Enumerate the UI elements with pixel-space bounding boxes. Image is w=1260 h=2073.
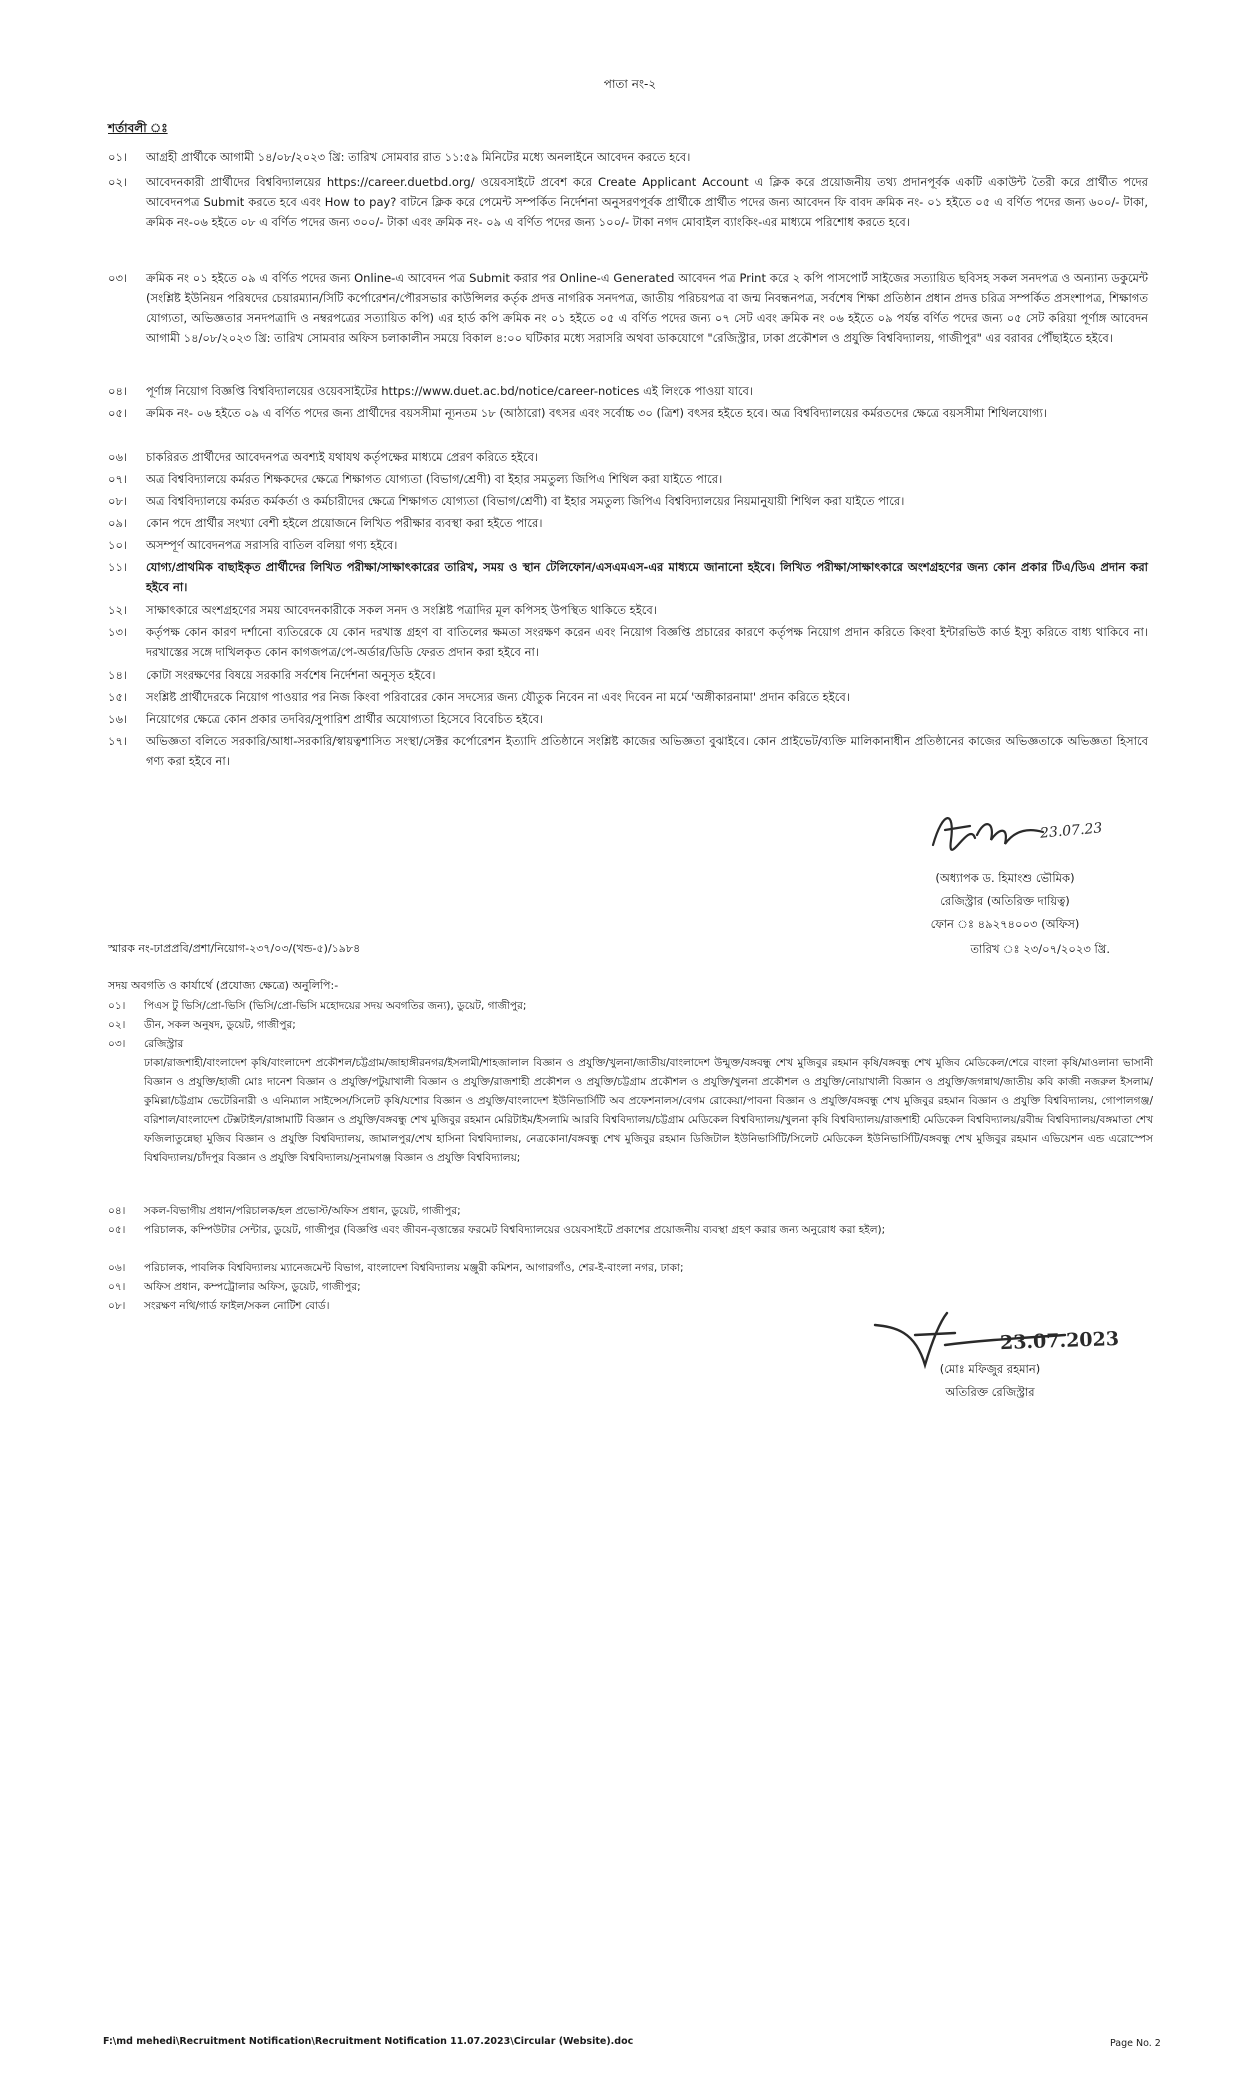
condition-text: যোগ্য/প্রাথমিক বাছাইকৃত প্রার্থীদের লিখিত পরীক্ষা/সাক্ষাৎকারের তারিখ, সময় ও স্থান টেলিফোন/এসএমএস-এর মাধ্যমে জানানো হইবে। লিখিত পরীক্ষা/সাক্ষাৎকারে অংশগ্রহণের জন্য কোন প্রকার টিএ/ডিএ প্রদান করা হইবে না। [146,560,1148,594]
cc-text: পরিচালক, কম্পিউটার সেন্টার, ডুয়েট, গাজীপুর (বিজ্ঞপ্তি এবং জীবন-বৃত্তান্তের ফরমেট বিশ্ববিদ্যালয়ের ওয়েবসাইটে প্রকাশের প্রয়োজনীয় ব্যবস্থা গ্রহণ করার জন্য অনুরোধ করা হইল); [144,1224,886,1236]
cc-item [108,1016,1153,1035]
cc-text: পিএস টু ভিসি/প্রো-ভিসি (ভিসি/প্রো-ভিসি মহোদয়ের সদয় অবগতির জন্য), ডুয়েট, গাজীপুর; [144,1000,527,1012]
conditions-heading: শর্তাবলী ঃ [108,121,168,135]
additional-registrar-handwritten-date: 23.07.2023 [999,1327,1120,1355]
cc-item [108,1278,1153,1297]
condition-item [108,622,1148,662]
cc-number: ০৮। [108,1300,126,1312]
cc-number: ০৩। [108,1038,126,1050]
file-path-footer: F:\md mehedi\Recruitment Notification\Recruitment Notification 11.07.2023\Circular (Website).doc [103,2036,634,2047]
condition-text: কোটা সংরক্ষণের বিষয়ে সরকারি সর্বশেষ নির্দেশনা অনুসৃত হইবে। [146,668,436,682]
cc-number: ০৪। [108,1205,126,1217]
additional-registrar-block [905,1358,1075,1404]
condition-item [108,731,1148,771]
cc-text: ডীন, সকল অনুষদ, ডুয়েট, গাজীপুর; [144,1019,296,1031]
condition-item [108,687,1148,707]
cc-item [108,1221,1153,1240]
registrar-handwritten-date: 23.07.23 [1039,820,1103,842]
cc-text: পরিচালক, পাবলিক বিশ্ববিদ্যালয় ম্যানেজমেন্ট বিভাগ, বাংলাদেশ বিশ্ববিদ্যালয় মঞ্জুরী কমিশন, আগারগাঁও, শের-ই-বাংলা নগর, ঢাকা; [144,1262,684,1274]
cc-item [108,1054,1153,1168]
condition-item [108,447,1148,467]
registrar-name: (অধ্যাপক ড. হিমাংশু ভৌমিক) [935,871,1075,885]
cc-heading: সদয় অবগতি ও কার্যার্থে (প্রযোজ্য ক্ষেত্রে) অনুলিপি:- [108,979,339,992]
condition-item [108,381,1148,401]
condition-number: ১৩। [108,625,128,639]
page-number-label: পাতা নং-২ [603,77,657,91]
condition-item [108,600,1148,620]
condition-number: ০৪। [108,384,128,398]
cc-text: রেজিস্ট্রার [144,1038,184,1050]
condition-number: ১৫। [108,690,128,704]
condition-number: ১৭। [108,734,128,748]
condition-number: ১২। [108,603,128,617]
condition-number: ০৫। [108,406,128,420]
condition-item [108,665,1148,685]
condition-item [108,268,1148,348]
cc-number: ০১। [108,1000,126,1012]
cc-text: সকল-বিভাগীয় প্রধান/পরিচালক/হল প্রভোস্ট/অফিস প্রধান, ডুয়েট, গাজীপুর; [144,1205,461,1217]
cc-item [108,1259,1153,1278]
registrar-designation: রেজিস্ট্রার (অতিরিক্ত দায়িত্ব) [940,894,1070,908]
condition-text: ক্রমিক নং- ০৬ হইতে ০৯ এ বর্ণিত পদের জন্য প্রার্থীদের বয়সসীমা ন্যূনতম ১৮ (আঠারো) বৎসর এবং সর্বোচ্চ ৩০ (ত্রিশ) বৎসর হইতে হবে। অত্র বিশ্ববিদ্যালয়ের কর্মরতদের ক্ষেত্রে বয়সসীমা শিথিলযোগ্য। [146,406,1047,420]
condition-number: ০৯। [108,516,128,530]
condition-text: পূর্ণাঙ্গ নিয়োগ বিজ্ঞপ্তি বিশ্ববিদ্যালয়ের ওয়েবসাইটের https://www.duet.ac.bd/notice/career-notices এই লিংকে পাওয়া যাবে। [146,384,754,398]
condition-number: ০৬। [108,450,128,464]
condition-text: ক্রমিক নং ০১ হইতে ০৯ এ বর্ণিত পদের জন্য Online-এ আবেদন পত্র Submit করার পর Online-এ Generated আবেদন পত্র Print করে ২ কপি পাসপোর্ট সাইজের সত্যায়িত ছবিসহ সকল সনদপত্র ও অন্যান্য ডকুমেন্ট (সংশ্লিষ্ট ইউনিয়ন পরিষদের চেয়ারম্যান/সিটি কর্পোরেশন/পৌরসভার কাউন্সিলর কর্তৃক প্রদত্ত নাগরিক সনদপত্র, জাতীয় পরিচয়পত্র বা জন্ম নিবন্ধনপত্র, সর্বশেষ শিক্ষা প্রতিষ্ঠান প্রধান প্রদত্ত চরিত্র সম্পর্কিত প্রসংশাপত্র, শিক্ষাগত যোগ্যতা, অভিজ্ঞতার সনদপত্রাদি ও নম্বরপত্রের সত্যায়িত কপি) এর হার্ড কপি ক্রমিক নং ০১ হইতে ০৫ এ বর্ণিত পদের জন্য ০৭ সেট এবং ক্রমিক নং ০৬ হইতে ০৯ পর্যন্ত বর্ণিত পদের জন্য ০৫ সেট করিয়া পূর্ণাঙ্গ আবেদন আগামী ১৪/০৮/২০২৩ খ্রি: তারিখ সোমবার অফিস চলাকালীন সময়ে বিকাল ৪:০০ ঘটিকার মধ্যে সরাসরি অথবা ডাকযোগে "রেজিস্ট্রার, ঢাকা প্রকৌশল ও প্রযুক্তি বিশ্ববিদ্যালয়, গাজীপুর" এর বরাবর পৌঁছাইতে হইবে। [146,271,1148,345]
condition-number: ১০। [108,538,128,552]
condition-text: আগ্রহী প্রার্থীকে আগামী ১৪/০৮/২০২৩ খ্রি: তারিখ সোমবার রাত ১১:৫৯ মিনিটের মধ্যে অনলাইনে আবেদন করতে হবে। [146,150,691,164]
condition-number: ০১। [108,150,128,164]
condition-text: অত্র বিশ্ববিদ্যালয়ে কর্মরত শিক্ষকদের ক্ষেত্রে শিক্ষাগত যোগ্যতা (বিভাগ/শ্রেণী) বা ইহার সমতুল্য জিপিএ শিথিল করা যাইতে পারে। [146,472,723,486]
condition-item [108,557,1148,597]
cc-text: অফিস প্রধান, কম্পট্রোলার অফিস, ডুয়েট, গাজীপুর; [144,1281,361,1293]
condition-number: ০৭। [108,472,128,486]
page-number-footer: Page No. 2 [1110,2038,1161,2049]
condition-text: কোন পদে প্রার্থীর সংখ্যা বেশী হইলে প্রয়োজনে লিখিত পরীক্ষার ব্যবস্থা করা হইতে পারে। [146,516,543,530]
condition-item [108,403,1148,423]
registrar-phone: ফোন ঃ ৪৯২৭৪০০৩ (অফিস) [930,917,1080,931]
additional-registrar-designation: অতিরিক্ত রেজিস্ট্রার [945,1385,1035,1399]
condition-text: সাক্ষাৎকারে অংশগ্রহণের সময় আবেদনকারীকে সকল সনদ ও সংশ্লিষ্ট পত্রাদির মূল কপিসহ উপস্থিত থাকিতে হইবে। [146,603,657,617]
cc-text: সংরক্ষণ নথি/গার্ড ফাইল/সকল নোটিশ বোর্ড। [144,1300,330,1312]
condition-text: অভিজ্ঞতা বলিতে সরকারি/আধা-সরকারি/স্বায়ত্বশাসিত সংস্থা/সেক্টর কর্পোরেশন ইত্যাদি প্রতিষ্ঠানে সংশ্লিষ্ট কাজের অভিজ্ঞতা বুঝাইবে। কোন প্রাইভেট/ব্যক্তি মালিকানাধীন প্রতিষ্ঠানের কাজের অভিজ্ঞতাকে অভিজ্ঞতা হিসাবে গণ্য করা হইবে না। [146,734,1148,768]
condition-text: অত্র বিশ্ববিদ্যালয়ে কর্মরত কর্মকর্তা ও কর্মচারীদের ক্ষেত্রে শিক্ষাগত যোগ্যতা (বিভাগ/শ্রেণী) বা ইহার সমতুল্য জিপিএ বিশ্ববিদ্যালয়ের নিয়মানুযায়ী শিথিল করা যাইতে পারে। [146,494,905,508]
condition-text: অসম্পূর্ণ আবেদনপত্র সরাসরি বাতিল বলিয়া গণ্য হইবে। [146,538,398,552]
condition-text: কর্তৃপক্ষ কোন কারণ দর্শানো ব্যতিরেকে যে কোন দরখাস্ত গ্রহণ বা বাতিলের ক্ষমতা সংরক্ষণ করেন এবং নিয়োগ বিজ্ঞপ্তি প্রচারের কারণে কর্তৃপক্ষ নিয়োগ প্রদান করিতে কিংবা ইন্টারভিউ কার্ড ইস্যু করিতে বাধ্য থাকিবে না। দরখাস্তের সঙ্গে দাখিলকৃত কোন কাগজপত্র/পে-অর্ডার/ডিডি ফেরত প্রদান করা হইবে না। [146,625,1148,659]
condition-item [108,513,1148,533]
cc-text: ঢাকা/রাজশাহী/বাংলাদেশ কৃষি/বাংলাদেশ প্রকৌশল/চট্টগ্রাম/জাহাঙ্গীরনগর/ইসলামী/শাহজালাল বিজ্ঞান ও প্রযুক্তি/খুলনা/জাতীয়/বাংলাদেশ উন্মুক্ত/বঙ্গবন্ধু শেখ মুজিবুর রহমান কৃষি/বঙ্গবন্ধু শেখ মুজিব মেডিকেল/শেরে বাংলা কৃষি/মাওলানা ভাসানী বিজ্ঞান ও প্রযুক্তি/হাজী মোঃ দানেশ বিজ্ঞান ও প্রযুক্তি/পটুয়াখালী বিজ্ঞান ও প্রযুক্তি/রাজশাহী প্রকৌশল ও প্রযুক্তি/চট্টগ্রাম প্রকৌশল ও প্রযুক্তি/খুলনা প্রকৌশল ও প্রযুক্তি/নোয়াখালী বিজ্ঞান ও প্রযুক্তি/জগন্নাথ/জাতীয় কবি কাজী নজরুল ইসলাম/কুমিল্লা/চট্টগ্রাম ভেটেরিনারী ও এনিম্যাল সাইন্সেস/সিলেট কৃষি/যশোর বিজ্ঞান ও প্রযুক্তি/বাংলাদেশ ইউনিভার্সিটি অব প্রফেশনালস/বেগম রোকেয়া/পাবনা বিজ্ঞান ও প্রযুক্তি/বঙ্গবন্ধু শেখ মুজিবুর রহমান বিজ্ঞান ও প্রযুক্তি বিশ্ববিদ্যালয়, গোপালগঞ্জ/বরিশাল/বাংলাদেশ টেক্সটাইল/রাঙ্গামাটি বিজ্ঞান ও প্রযুক্তি/বঙ্গবন্ধু শেখ মুজিবুর রহমান মেরিটাইম/ইসলামি আরবি বিশ্ববিদ্যালয়/চট্টগ্রাম মেডিকেল বিশ্ববিদ্যালয়/খুলনা কৃষি বিশ্ববিদ্যালয়/রাজশাহী মেডিকেল বিশ্ববিদ্যালয়/রবীন্দ্র বিশ্ববিদ্যালয়/বঙ্গমাতা শেখ ফজিলাতুন্নেছা মুজিব বিজ্ঞান ও প্রযুক্তি বিশ্ববিদ্যালয়, জামালপুর/শেখ হাসিনা বিশ্ববিদ্যালয়, নেত্রকোনা/বঙ্গবন্ধু শেখ মুজিবুর রহমান ডিজিটাল ইউনিভার্সিটি/সিলেট মেডিকেল ইউনিভার্সিটি/বঙ্গবন্ধু শেখ মুজিবুর রহমান এভিয়েশন এন্ড এরোস্পেস বিশ্ববিদ্যালয়/চাঁদপুর বিজ্ঞান ও প্রযুক্তি বিশ্ববিদ্যালয়/সুনামগঞ্জ বিজ্ঞান ও প্রযুক্তি বিশ্ববিদ্যালয়; [144,1057,1153,1164]
condition-number: ১৬। [108,712,128,726]
memo-number: স্মারক নং-ঢাপ্রপ্রবি/প্রশা/নিয়োগ-২৩৭/০৩/(খন্ড-৫)/১৯৮৪ [108,942,361,955]
condition-text: সংশ্লিষ্ট প্রার্থীদেরকে নিয়োগ পাওয়ার পর নিজ কিংবা পরিবারের কোন সদস্যের জন্য যৌতুক নিবেন না এবং দিবেন না মর্মে 'অঙ্গীকারনামা' প্রদান করিতে হইবে। [146,690,850,704]
condition-item [108,535,1148,555]
registrar-block [890,867,1120,936]
condition-number: ১১। [108,560,128,574]
condition-item [108,469,1148,489]
cc-item [108,997,1153,1016]
condition-item [108,491,1148,511]
condition-text: আবেদনকারী প্রার্থীদের বিশ্ববিদ্যালয়ের https://career.duetbd.org/ ওয়েবসাইটে প্রবেশ করে Create Applicant Account এ ক্লিক করে প্রয়োজনীয় তথ্য প্রদানপূর্বক একটি একাউন্ট তৈরী করে প্রার্থীত পদের আবেদনপত্র Submit করতে হবে এবং How to pay? বাটনে ক্লিক করে পেমেন্ট সম্পর্কিত নির্দেশনা অনুসরণপূর্বক প্রার্থীকে প্রার্থীত পদের জন্য আবেদন ফি বাবদ ক্রমিক নং- ০১ হইতে ০৫ এ বর্ণিত পদের জন্য ৬০০/- টাকা, ক্রমিক নং-০৬ হইতে ০৮ এ বর্ণিত পদের জন্য ৩০০/- টাকা এবং ক্রমিক নং- ০৯ এ বর্ণিত পদের জন্য ১০০/- টাকা নগদ মোবাইল ব্যাংকিং-এর মাধ্যমে পরিশোধ করতে হবে। [146,175,1148,229]
condition-item [108,147,1148,167]
condition-text: চাকরিরত প্রার্থীদের আবেদনপত্র অবশ্যই যথাযথ কর্তৃপক্ষের মাধ্যমে প্রেরণ করিতে হইবে। [146,450,539,464]
condition-number: ১৪। [108,668,128,682]
condition-text: নিয়োগের ক্ষেত্রে কোন প্রকার তদবির/সুপারিশ প্রার্থীর অযোগ্যতা হিসেবে বিবেচিত হইবে। [146,712,544,726]
condition-number: ০৮। [108,494,128,508]
cc-item [108,1202,1153,1221]
cc-number: ০৭। [108,1281,126,1293]
condition-number: ০২। [108,175,128,189]
cc-item [108,1035,1153,1054]
cc-number: ০২। [108,1019,126,1031]
cc-number: ০৬। [108,1262,126,1274]
issue-date: তারিখ ঃ ২৩/০৭/২০২৩ খ্রি. [970,942,1110,956]
cc-number: ০৫। [108,1224,126,1236]
condition-number: ০৩। [108,271,128,285]
condition-item [108,709,1148,729]
condition-item [108,172,1148,232]
additional-registrar-name: (মোঃ মফিজুর রহমান) [939,1362,1041,1376]
